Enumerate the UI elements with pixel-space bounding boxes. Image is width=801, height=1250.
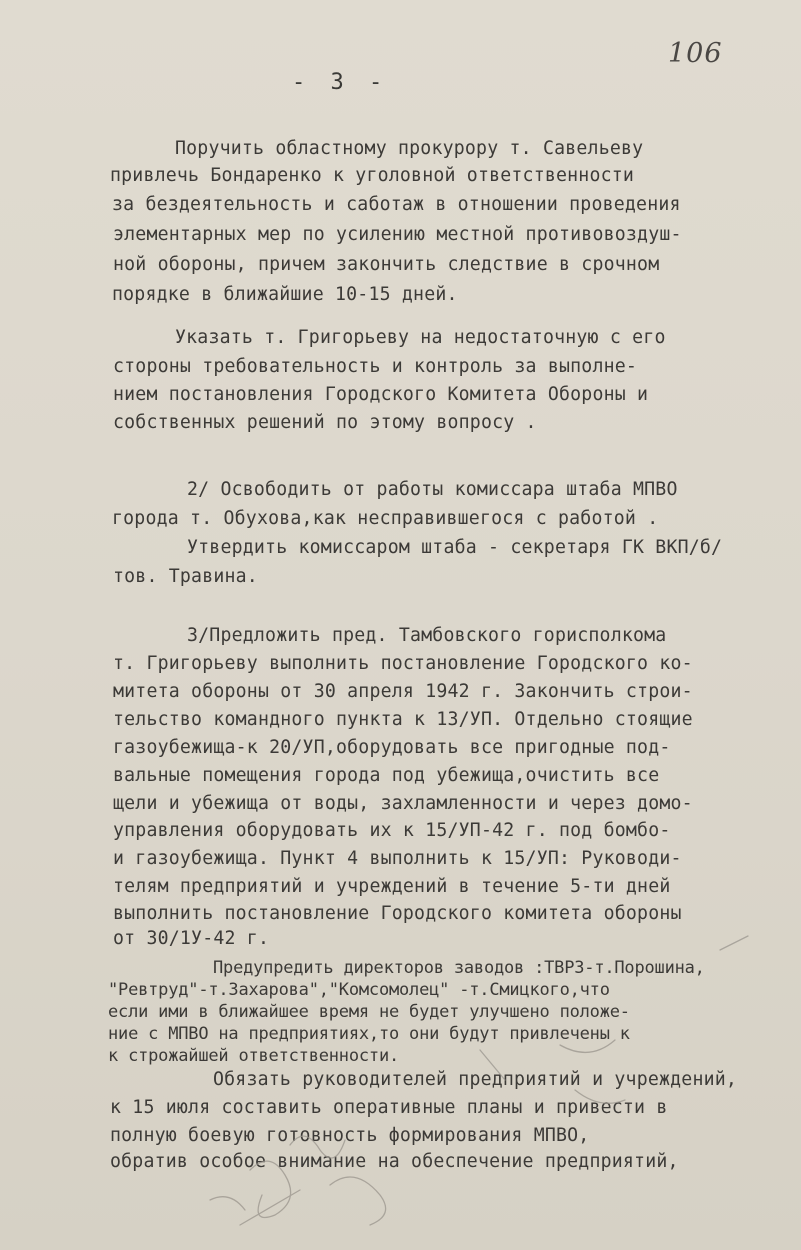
body-line: газоубежища-к 20/УП,оборудовать все пригодные под- <box>113 737 671 758</box>
body-line: собственных решений по этому вопросу . <box>113 412 537 433</box>
body-line: элементарных мер по усилению местной противовоздуш- <box>113 224 682 245</box>
body-line: Поручить областному прокурору т. Савельеву <box>175 138 644 159</box>
page-number: - 3 - <box>292 70 389 95</box>
body-line: т. Григорьеву выполнить постановление Городского ко- <box>113 653 693 674</box>
body-line: ние с МПВО на предприятиях,то они будут привлечены к <box>108 1024 630 1044</box>
body-line: телям предприятий и учреждений в течение 5-ти дней <box>113 876 671 897</box>
body-line: стороны требовательность и контроль за выполне- <box>113 356 638 377</box>
body-line: к 15 июля составить оперативные планы и привести в <box>110 1097 668 1118</box>
body-line: щели и убежища от воды, захламленности и через домо- <box>113 793 693 814</box>
body-line: к строжайшей ответственности. <box>108 1046 400 1066</box>
body-line: выполнить постановление Городского комитета обороны <box>113 903 682 924</box>
body-line: Утвердить комиссаром штаба - секретаря ГК ВКП/б/ <box>187 537 723 558</box>
body-line: порядке в ближайшие 10-15 дней. <box>112 284 458 305</box>
body-line: "Ревтруд"-т.Захарова","Комсомолец" -т.Смицкого,что <box>108 980 610 1000</box>
body-line: за бездеятельность и саботаж в отношении проведения <box>112 194 681 215</box>
body-line: обратив особое внимание на обеспечение предприятий, <box>110 1151 679 1172</box>
body-line: Указать т. Григорьеву на недостаточную с его <box>175 327 666 348</box>
archive-page-number: 106 <box>668 38 723 69</box>
body-line: тов. Травина. <box>113 566 258 587</box>
body-line: 3/Предложить пред. Тамбовского горисполкома <box>187 625 667 646</box>
body-line: нием постановления Городского Комитета Обороны и <box>113 384 649 405</box>
body-line: тельство командного пункта к 13/УП. Отдельно стоящие <box>113 709 693 730</box>
body-line: привлечь Бондаренко к уголовной ответственности <box>110 165 635 186</box>
body-line: города т. Обухова,как несправившегося с работой . <box>112 508 659 529</box>
body-line: если ими в ближайшее время не будет улучшено положе- <box>108 1002 630 1022</box>
body-line: митета обороны от 30 апреля 1942 г. Закончить строи- <box>113 681 693 702</box>
body-line: управления оборудовать их к 15/УП-42 г. под бомбо- <box>113 820 671 841</box>
body-line: и газоубежища. Пункт 4 выполнить к 15/УП: Руководи- <box>113 848 682 869</box>
body-line: ной обороны, причем закончить следствие в срочном <box>113 254 660 275</box>
body-line: 2/ Освободить от работы комиссара штаба МПВО <box>187 479 678 500</box>
body-line: вальные помещения города под убежища,очистить все <box>113 765 660 786</box>
body-line: полную боевую готовность формирования МПВО, <box>110 1125 590 1146</box>
body-line: Предупредить директоров заводов :ТВРЗ-т.Порошина, <box>213 958 705 978</box>
body-line: от 30/1У-42 г. <box>113 928 270 949</box>
body-line: Обязать руководителей предприятий и учреждений, <box>213 1069 738 1090</box>
